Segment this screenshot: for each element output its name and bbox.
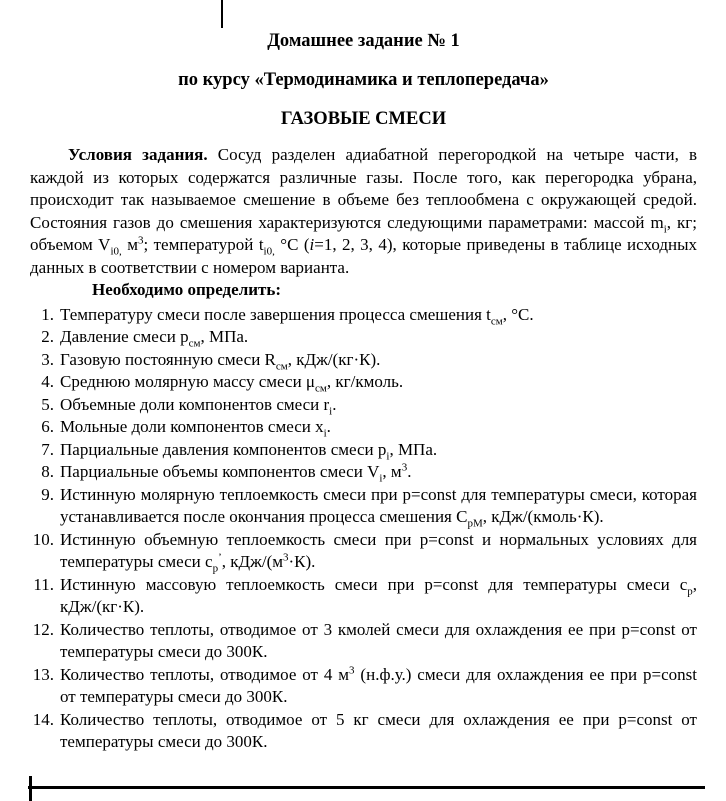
item-text: Температуру смеси после завершения процесса смешения $t_{см}$, °С. bbox=[60, 304, 534, 327]
conditions-paragraph: Условия задания. Сосуд разделен адиабатной перегородкой на четыре части, в каждой из которых содержатся различные газы. После того, как перегородка убрана, происходит так называемое смешение в объеме без теплообмена с окружающей средой. Состояния газов до смешения характеризуются следующими параметрами: массой $m_i$, кг; объемом $V_{i0,}$ $м^3$; температурой $t_{i0,}$ °С (i=1, 2, 3, 4), которые приведены в таблице исходных данных в соответствии с номером варианта. bbox=[30, 145, 697, 277]
item-number: 9. bbox=[41, 484, 54, 504]
list-item-6 bbox=[30, 416, 697, 439]
item-number: 1. bbox=[41, 304, 54, 324]
list-item-11 bbox=[30, 574, 697, 619]
item-number: 10. bbox=[32, 529, 54, 549]
table-border-fragment-top bbox=[221, 0, 223, 28]
table-border-fragment-bottom bbox=[28, 786, 705, 789]
list-item-1 bbox=[30, 304, 697, 327]
list-item-4 bbox=[30, 371, 697, 394]
item-text: Истинную массовую теплоемкость смеси при p=const для температуры смеси $с_р$, кДж/(кг·К). bbox=[60, 574, 697, 616]
list-item-8 bbox=[30, 461, 697, 484]
item-number: 13. bbox=[32, 664, 54, 684]
item-text: Парциальные давления компонентов смеси $p_i$, МПа. bbox=[60, 439, 438, 462]
requirements-list bbox=[30, 304, 697, 754]
determine-heading: Необходимо определить: bbox=[92, 280, 282, 299]
item-text: Мольные доли компонентов смеси $x_i$. bbox=[60, 417, 331, 440]
item-text: Газовую постоянную смеси $R_{см}$, кДж/(кг·К). bbox=[60, 349, 381, 372]
item-number: 6. bbox=[41, 417, 54, 436]
item-text: Количество теплоты, отводимое от 3 кмолей смеси для охлаждения ее при p=const от температуры смеси до 300К. bbox=[60, 619, 697, 661]
item-number: 5. bbox=[41, 394, 54, 414]
item-number: 4. bbox=[41, 372, 54, 391]
list-item-12 bbox=[30, 619, 697, 664]
list-item-5 bbox=[30, 394, 697, 417]
doc-section-heading: ГАЗОВЫЕ СМЕСИ bbox=[280, 109, 447, 129]
item-number: 14. bbox=[32, 709, 54, 729]
item-text: Давление смеси $p_{см}$, МПа. bbox=[60, 327, 249, 350]
item-text: Среднюю молярную массу смеси $\mu_{см}$, кг/кмоль. bbox=[60, 372, 404, 395]
list-item-13 bbox=[30, 664, 697, 709]
list-item-2 bbox=[30, 326, 697, 349]
item-number: 3. bbox=[41, 349, 54, 369]
item-text: Количество теплоты, отводимое от 4 $м^3$ (н.ф.у.) смеси для охлаждения ее при p=const от температуры смеси до 300К. bbox=[60, 663, 697, 706]
list-item-9 bbox=[30, 484, 697, 529]
item-number: 12. bbox=[32, 619, 54, 639]
list-item-3 bbox=[30, 349, 697, 372]
item-text: Количество теплоты, отводимое от 5 кг смеси для охлаждения ее при p=const от температуры смеси до 300К. bbox=[60, 709, 697, 751]
list-item-10 bbox=[30, 529, 697, 574]
item-text: Объемные доли компонентов смеси $r_i$. bbox=[60, 394, 337, 417]
item-text: Истинную объемную теплоемкость смеси при p=const и нормальных условиях для температуры смеси $c_р^’$, кДж/$(м^3\cdot К)$. bbox=[60, 529, 697, 575]
doc-title: Домашнее задание № 1 bbox=[267, 31, 460, 51]
item-text: Парциальные объемы компонентов смеси $V_i$, $м^3$. bbox=[60, 461, 412, 485]
doc-subtitle: по курсу «Термодинамика и теплопередача» bbox=[178, 70, 549, 90]
item-number: 2. bbox=[41, 327, 54, 346]
table-border-fragment-bottom-left-tick bbox=[29, 776, 32, 801]
list-item-14 bbox=[30, 709, 697, 754]
list-item-7 bbox=[30, 439, 697, 462]
item-number: 11. bbox=[33, 574, 54, 594]
item-number: 7. bbox=[41, 439, 54, 459]
item-text: Истинную молярную теплоемкость смеси при p=const для температуры смеси, которая устанавливается после окончания процесса смешения $С_{рМ}$, кДж/(кмоль·К). bbox=[60, 484, 697, 530]
item-number: 8. bbox=[41, 462, 54, 481]
